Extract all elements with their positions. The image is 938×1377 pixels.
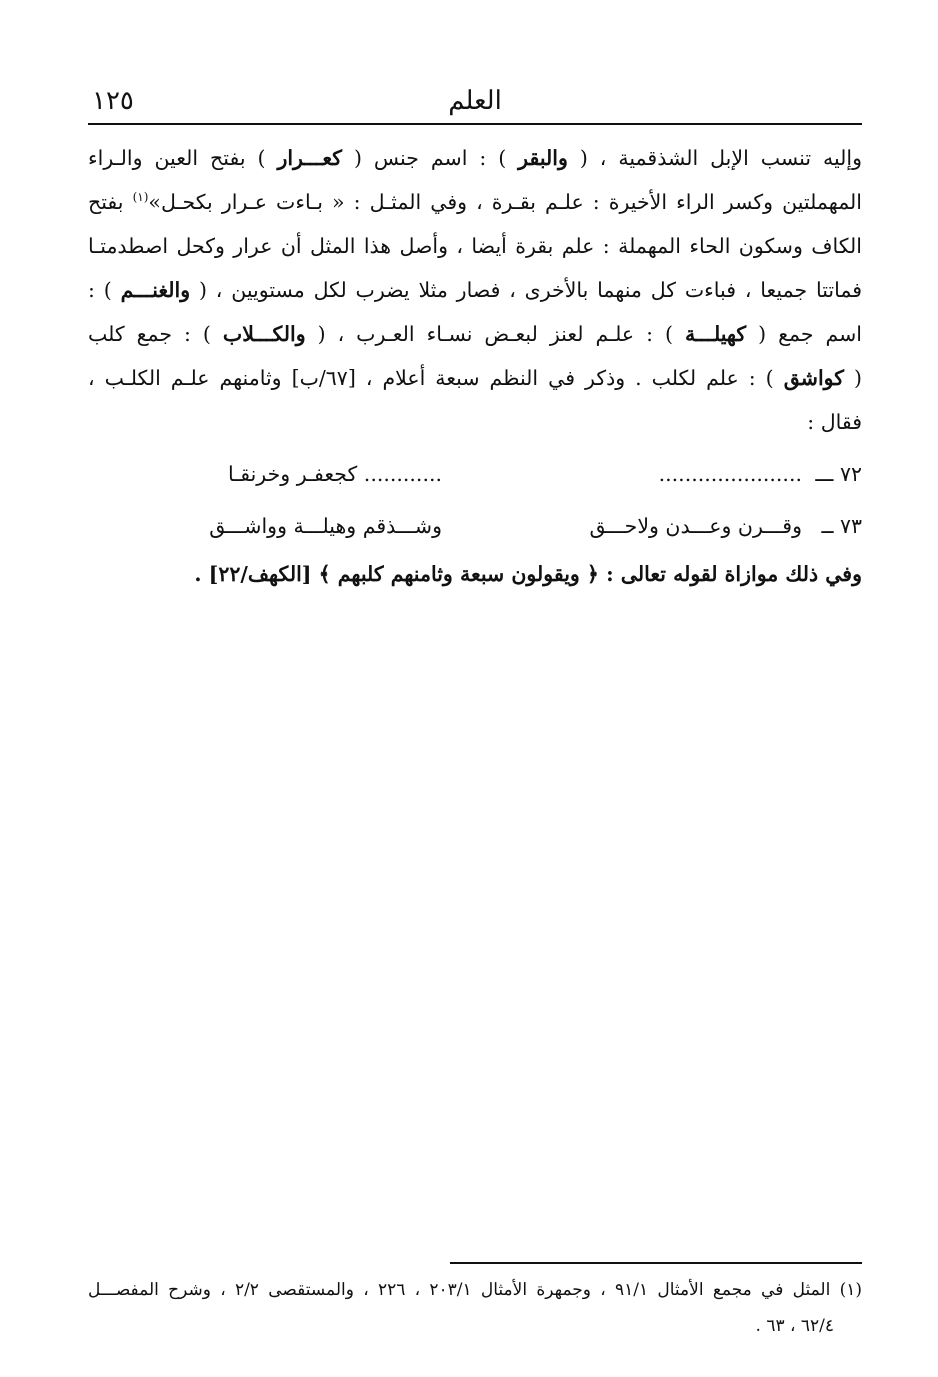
footnote-1: (١) المثل في مجمع الأمثال ٩١/١ ، وجمهرة الأمثال ٢٠٣/١ ، ٢٢٦ ، والمستقصى ٢/٢ ، وشرح المفصـــل: [88, 1280, 862, 1300]
footnotes: [88, 1272, 862, 1344]
closing-line: وفي ذلك موازاة لقوله تعالى : ﴿ ويقولون سبعة وثامنهم كلبهم ﴾ [الكهف/٢٢] .: [194, 562, 862, 586]
verse-hemistich-first: وقـــرن وعـــدن ولاحـــق: [589, 514, 802, 538]
page-header: [88, 84, 862, 124]
verse-73: [88, 500, 862, 552]
text-line-2: المهملتين وكسر الراء الأخيرة : علـم بقـرة ، وفي المثـل : « بـاءت عـرار بكحـل»$^{(١)}$ بفتح: [88, 190, 862, 214]
verse-hemistich-first: ......................: [658, 462, 802, 486]
page-number: ١٢٥: [92, 86, 134, 116]
text-line-4: فماتتا جميعا ، فباءت كل منهما بالأخرى ، فصار مثلا يضرب لكل مستويين ، ( والغنـــم ) :: [88, 278, 862, 302]
verse-hemistich-second: ............ كجعفـر وخرنقـا: [227, 462, 442, 486]
text-line-6: ( كواشق ) : علم لكلب . وذكر في النظم سبعة أعلام ، [٦٧/ب] وثامنهم علـم الكلـب ،: [88, 366, 862, 390]
text-line-7: فقال :: [807, 410, 862, 434]
verse-number: ٧٣ ــ: [821, 514, 862, 538]
footnote-ref[interactable]: (١): [132, 190, 149, 205]
page-title: العلم: [448, 86, 502, 116]
body-text: [88, 136, 862, 596]
verse-hemistich-second: وشـــذقم وهيلـــة وواشـــق: [209, 514, 442, 538]
text-line-3: الكاف وسكون الحاء المهملة : علم بقرة أيضا ، وأصل هذا المثل أن عرار وكحل اصطدمتـا: [88, 234, 862, 258]
footnote-1-continued: ٦٢/٤ ، ٦٣ .: [755, 1316, 834, 1336]
text-line-1: وإليه تنسب الإبل الشذقمية ، ( والبقر ) : اسم جنس ( كعـــرار ) بفتح العين والـراء: [88, 146, 862, 170]
verse-72: [88, 448, 862, 500]
text-line-5: اسم جمع ( كهيلـــة ) : علـم لعنز لبعـض نسـاء العـرب ، ( والكـــلاب ) : جمع كلب: [88, 322, 862, 346]
verse-number: ٧٢ ـــ: [815, 462, 862, 486]
footnote-rule: [450, 1262, 862, 1264]
header-rule: [88, 123, 862, 125]
